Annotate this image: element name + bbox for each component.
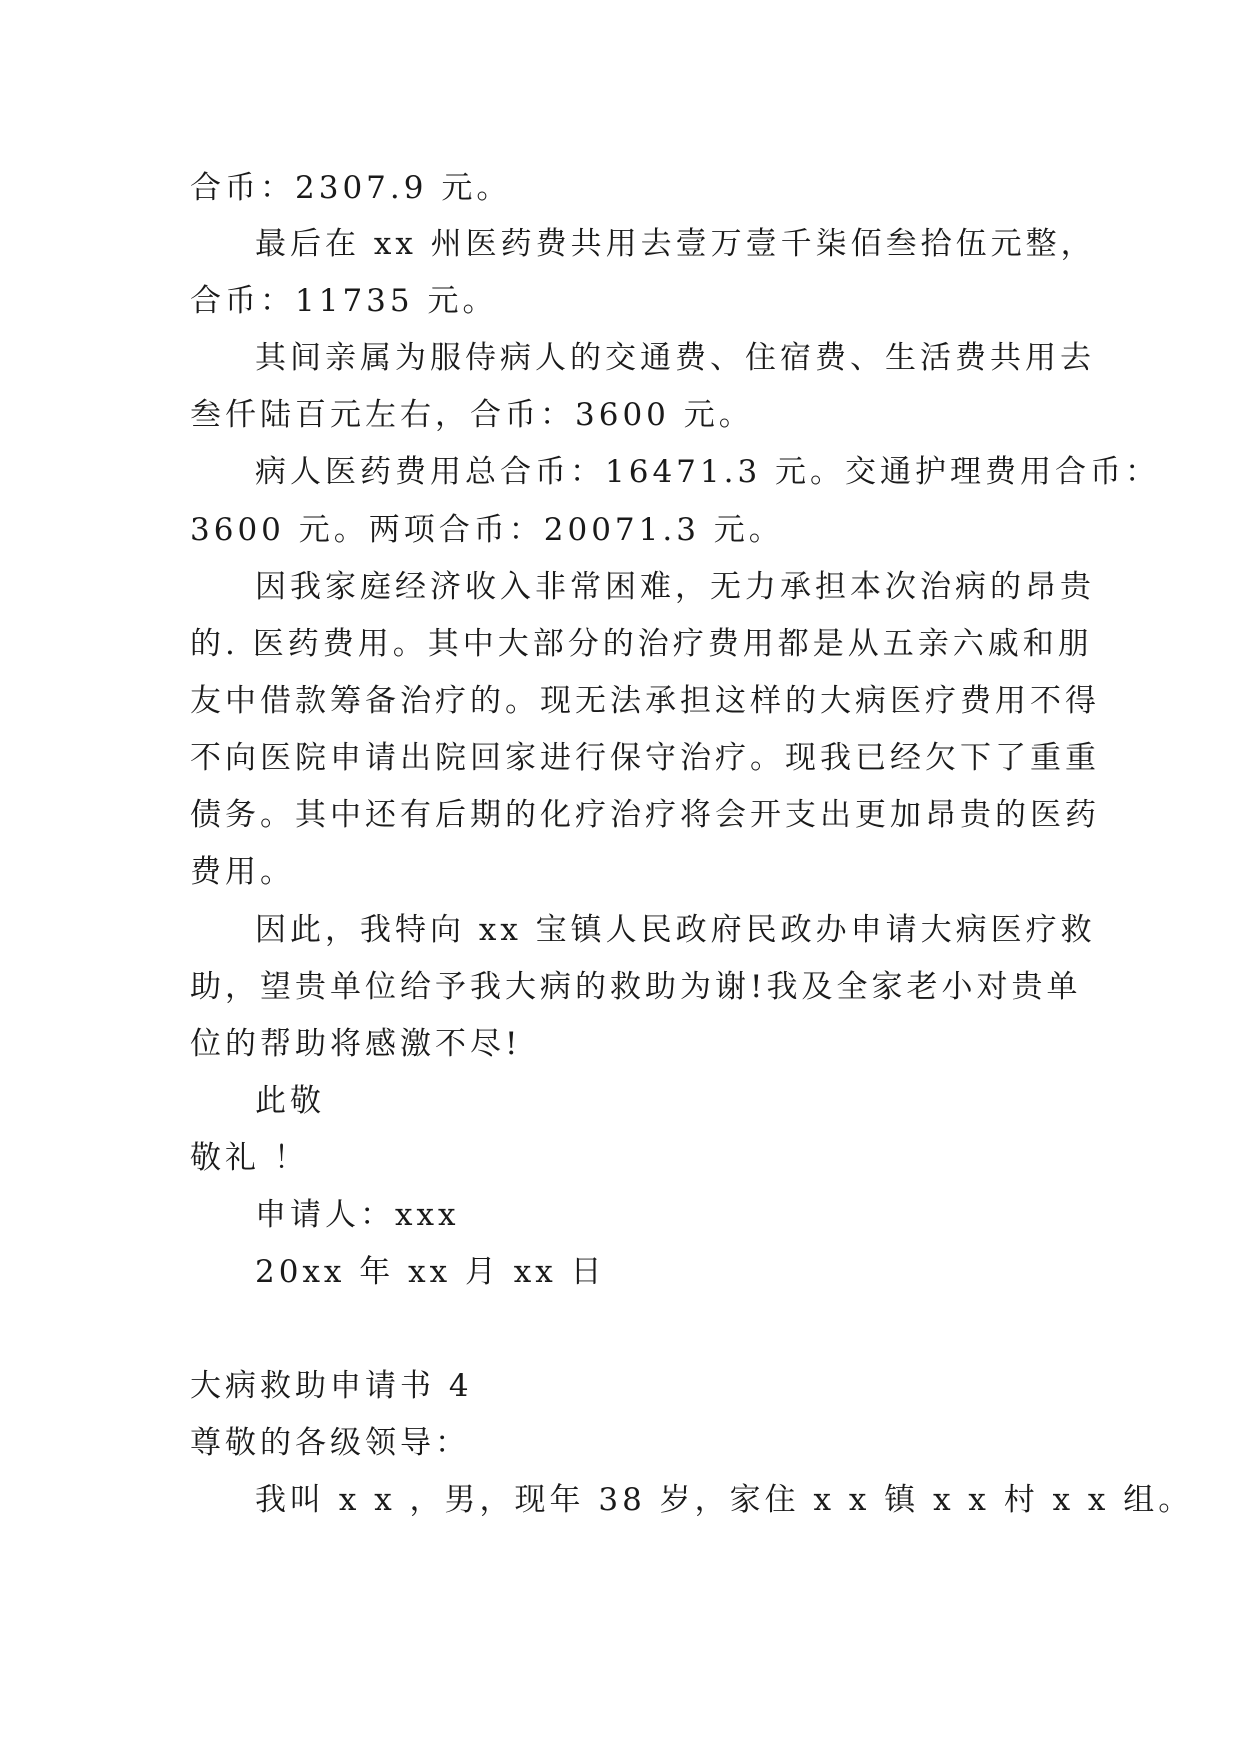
greeting-line: 尊敬的各级领导：	[190, 1425, 470, 1461]
paragraph-line: 3600 元。两项合币：20071.3 元。	[190, 512, 784, 548]
paragraph-line: 因我家庭经济收入非常困难，无力承担本次治病的昂贵	[255, 569, 1095, 605]
section-title: 大病救助申请书 4	[190, 1368, 473, 1404]
paragraph-line: 助，望贵单位给予我大病的救助为谢!我及全家老小对贵单	[190, 969, 1082, 1005]
paragraph-line: 最后在 xx 州医药费共用去壹万壹千柒佰叁拾伍元整，	[255, 226, 1096, 262]
salutation-line: 敬礼 ！	[190, 1140, 309, 1176]
paragraph-line: 叁仟陆百元左右，合币：3600 元。	[190, 397, 754, 433]
paragraph-line: 费用。	[190, 854, 295, 890]
paragraph-line: 病人医药费用总合币：16471.3 元。交通护理费用合币：	[255, 454, 1161, 490]
paragraph-line: 因此，我特向 xx 宝镇人民政府民政办申请大病医疗救	[255, 912, 1096, 948]
paragraph-line: 合币：2307.9 元。	[190, 170, 512, 206]
closing-line: 此敬	[255, 1083, 325, 1119]
paragraph-line: 我叫 x x ，男，现年 38 岁，家住 x x 镇 x x 村 x x 组。	[255, 1482, 1194, 1518]
paragraph-line: 的. 医药费用。其中大部分的治疗费用都是从五亲六戚和朋	[190, 626, 1093, 662]
paragraph-line: 友中借款筹备治疗的。现无法承担这样的大病医疗费用不得	[190, 683, 1100, 719]
paragraph-line: 其间亲属为服侍病人的交通费、住宿费、生活费共用去	[255, 340, 1095, 376]
paragraph-line: 位的帮助将感激不尽!	[190, 1026, 522, 1062]
applicant-signature: 申请人：xxx	[255, 1197, 460, 1233]
paragraph-line: 合币：11735 元。	[190, 283, 498, 319]
paragraph-line: 不向医院申请出院回家进行保守治疗。现我已经欠下了重重	[190, 740, 1100, 776]
paragraph-line: 债务。其中还有后期的化疗治疗将会开支出更加昂贵的医药	[190, 797, 1100, 833]
date-line: 20xx 年 xx 月 xx 日	[255, 1254, 606, 1290]
